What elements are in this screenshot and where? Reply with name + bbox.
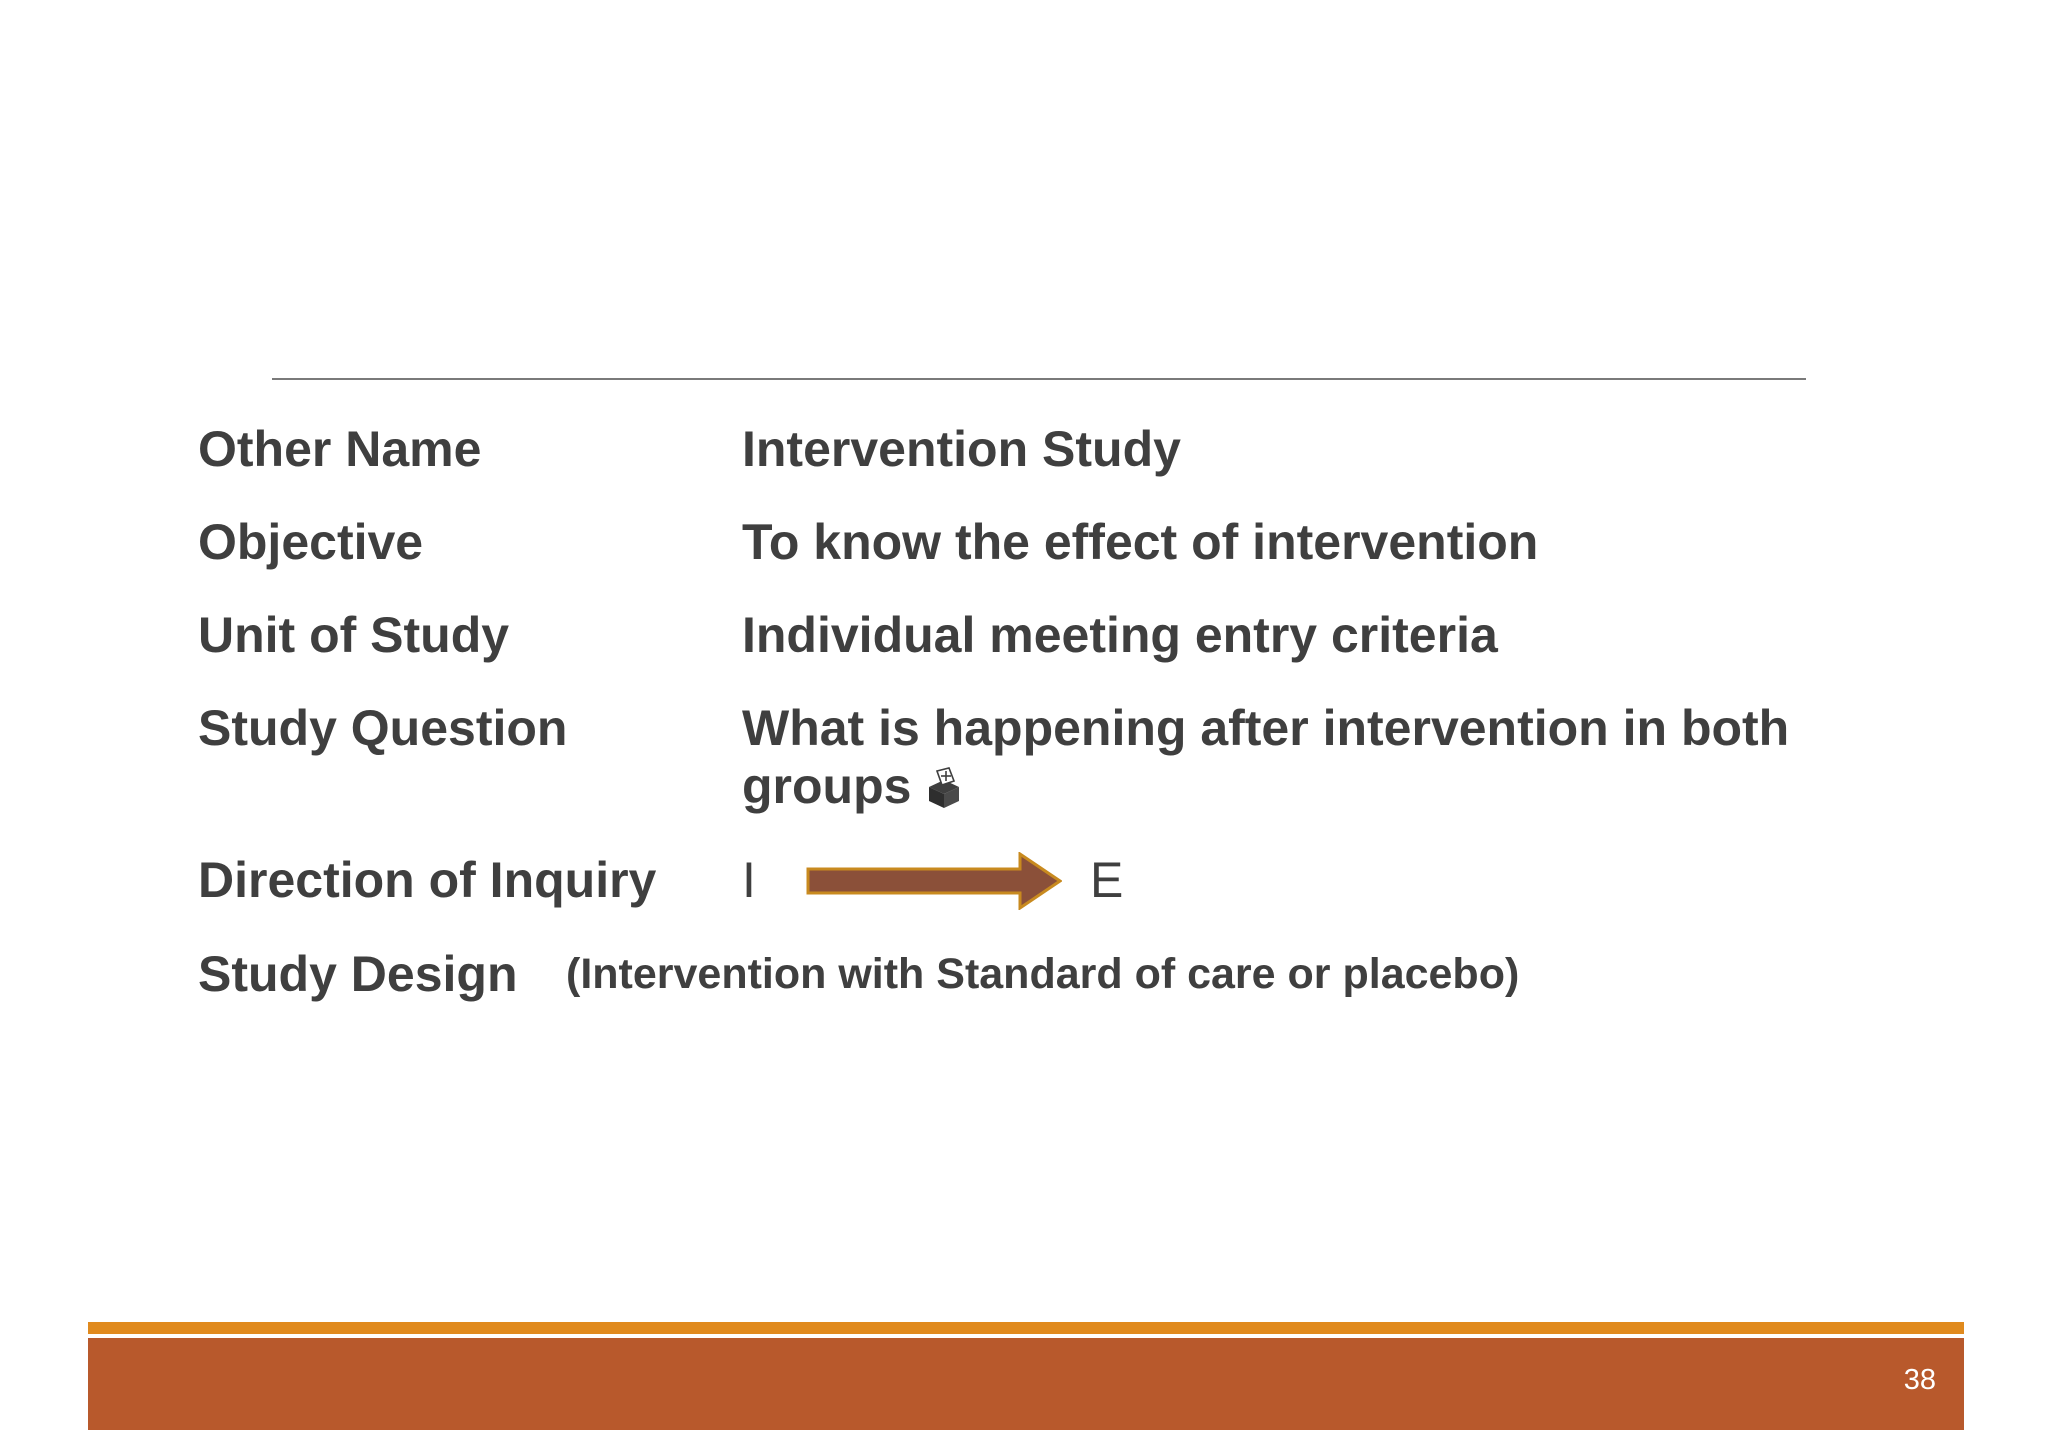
direction-to-label: E <box>1090 852 1124 908</box>
study-design-label: Study Design <box>198 946 518 1002</box>
objective-label: Objective <box>198 514 424 570</box>
study-question-label: Study Question <box>198 700 568 756</box>
footer-band <box>88 1338 1964 1430</box>
ballot-box-icon <box>923 767 965 809</box>
study-design-note: (Intervention with Standard of care or placebo) <box>566 950 1520 998</box>
unit-of-study-label: Unit of Study <box>198 607 510 663</box>
other-name-label: Other Name <box>198 421 482 477</box>
objective-value: To know the effect of intervention <box>742 514 1539 570</box>
study-question-value <box>742 699 1882 815</box>
right-arrow-icon <box>806 852 1062 910</box>
page-number: 38 <box>1903 1364 1936 1396</box>
other-name-value: Intervention Study <box>742 421 1181 477</box>
direction-of-inquiry-label: Direction of Inquiry <box>198 852 657 908</box>
unit-of-study-value: Individual meeting entry criteria <box>742 607 1498 663</box>
study-question-text: What is happening after intervention in both groups <box>742 700 1790 814</box>
direction-from-label: I <box>742 852 756 908</box>
title-divider <box>272 378 1806 380</box>
footer-accent-stripe <box>88 1322 1964 1334</box>
